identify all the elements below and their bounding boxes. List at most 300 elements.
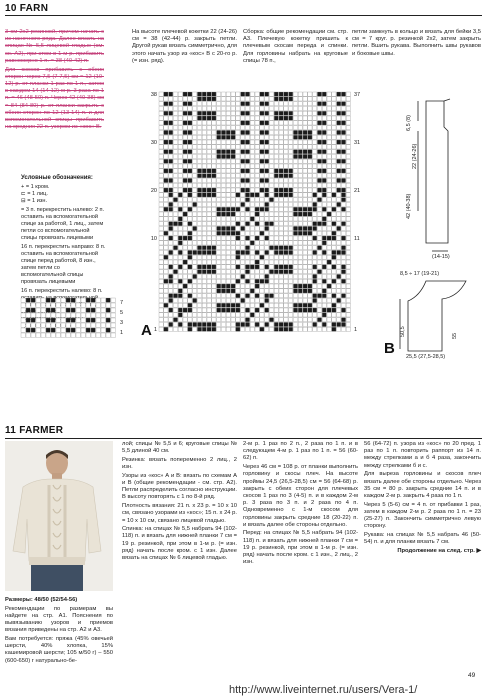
chart-cell [303,318,307,322]
chart-cell [313,150,317,154]
chart-cell [250,140,254,144]
chart-cell [308,274,312,278]
chart-cell [183,260,187,264]
chart-cell [308,298,312,302]
chart-cell [188,121,192,125]
chart-cell [293,102,297,106]
chart-cell [164,135,168,139]
chart-cell [169,265,173,269]
chart-cell [317,164,321,168]
col2-paragraph: На высоте плечевой кокетки 22 (24-26) см = 38 (42-44) р. закрыть петли. Другой рукав вязать симметрично, для этого начать узор из «кос» В с 20-го р. (= изн. ряд). [132,29,237,64]
chart-cell [207,313,211,317]
chart-cell [159,121,163,125]
chart-cell [86,298,90,302]
chart-cell [327,212,331,216]
section2-title: 11 FARMER [5,425,64,436]
chart-cell [260,183,264,187]
chart-cell [231,130,235,134]
chart-cell [226,178,230,182]
chart-cell [317,178,321,182]
chart-cell [86,333,90,337]
chart-cell [231,212,235,216]
chart-cell [61,328,65,332]
chart-cell [293,322,297,326]
chart-cell [159,188,163,192]
chart-cell [255,97,259,101]
chart-cell [298,284,302,288]
chart-cell [197,178,201,182]
chart-cell [217,121,221,125]
chart-cell [241,322,245,326]
chart-cell [322,106,326,110]
chart-cell [317,255,321,259]
chart-cell [255,298,259,302]
chart-cell [303,188,307,192]
chart-cell [159,313,163,317]
chart-cell [265,164,269,168]
chart-cell [173,231,177,235]
chart-cell [173,193,177,197]
chart-cell [260,106,264,110]
chart-cell [279,226,283,230]
chart-cell [217,126,221,130]
chart-cell [322,241,326,245]
chart-cell [337,154,341,158]
chart-cell [303,222,307,226]
chart-cell [313,145,317,149]
chart-cell [255,121,259,125]
chart-cell [332,322,336,326]
chart-cell [159,183,163,187]
chart-cell [269,140,273,144]
chart-cell [308,250,312,254]
chart-cell [265,217,269,221]
chart-cell [241,212,245,216]
chart-cell [221,274,225,278]
chart-cell [178,322,182,326]
chart-cell [260,193,264,197]
chart-cell [274,222,278,226]
chart-cell [341,279,345,283]
chart-cell [245,178,249,182]
chart-cell [96,303,100,307]
chart-cell [173,270,177,274]
chart-cell [313,294,317,298]
chart-cell [289,92,293,96]
chart-cell [337,241,341,245]
chart-cell [337,97,341,101]
chart-cell [41,313,45,317]
chart-cell [231,298,235,302]
chart-cell [173,212,177,216]
chart-cell [178,159,182,163]
chart-cell [265,226,269,230]
chart-cell [193,303,197,307]
chart-cell [337,102,341,106]
chart-cell [221,169,225,173]
chart-cell [279,178,283,182]
chart-cell [250,250,254,254]
chart-cell [298,102,302,106]
chart-cell [289,102,293,106]
chart-cell [260,207,264,211]
chart-cell [327,169,331,173]
chart-cell [169,198,173,202]
chart-cell [183,169,187,173]
chart-cell [245,303,249,307]
col4-paragraph: петли замкнуть в кольцо и вязать для бейки 3,5 см = 7 круг. р. резинкой 2x2, затем закрыть петли. Вшить рукава. Выполнить швы рукавов и боковые швы. [352,29,481,57]
chart-cell [245,327,249,331]
chart-cell [317,121,321,125]
chart-cell [173,222,177,226]
chart-cell [245,135,249,139]
chart-cell [164,169,168,173]
chart-cell [202,174,206,178]
chart-cell [289,159,293,163]
chart-cell [202,318,206,322]
chart-cell [21,308,25,312]
chart-cell [173,294,177,298]
chart-cell [332,318,336,322]
chart-cell [241,255,245,259]
chart-cell [346,246,350,250]
chart-cell [202,274,206,278]
chart-cell [265,145,269,149]
chart-cell [279,164,283,168]
chart-cell [202,183,206,187]
chart-cell [332,279,336,283]
chart-cell [207,198,211,202]
chart-cell [159,250,163,254]
row-label-right: 37 [354,92,361,98]
chart-cell [193,102,197,106]
chart-cell [217,212,221,216]
chart-cell [207,327,211,331]
chart-cell [183,126,187,130]
chart-cell [169,193,173,197]
chart-cell [212,294,216,298]
continue-note[interactable]: Продолжение на след. стр. ▶ [397,547,481,554]
section-title: 10 FARN [5,3,49,14]
chart-cell [164,116,168,120]
chart-cell [193,255,197,259]
chart-cell [269,164,273,168]
chart-cell [250,298,254,302]
chart-cell [217,327,221,331]
col4-paragraph: Через 5 (5-6) см = 4 п. от прибавки 1 раз, затем в каждом 2-м р. 2 раза по 1 п. = 23 (25-27) п. Закончить симметрично левую сторону. [364,501,481,530]
chart-cell [255,198,259,202]
chart-cell [260,174,264,178]
chart-cell [197,255,201,259]
chart-cell [241,274,245,278]
chart-cell [274,322,278,326]
chart-cell [303,231,307,235]
chart-cell [236,126,240,130]
chart-cell [226,322,230,326]
chart-cell [332,154,336,158]
chart-cell [308,145,312,149]
chart-cell [197,250,201,254]
chart-cell [341,289,345,293]
chart-cell [173,322,177,326]
chart-cell [284,294,288,298]
chart-cell [178,303,182,307]
chart-cell [303,92,307,96]
chart-cell [26,313,30,317]
chart-cell [164,178,168,182]
chart-cell [346,298,350,302]
chart-cell [202,150,206,154]
row-label: 7 [120,300,124,306]
chart-cell [56,303,60,307]
col4-paragraph: Рукава: на спицах № 5,5 набрать 46 (50-54) п. и для планки вязать 7 см. [364,531,481,546]
chart-cell [221,318,225,322]
chart-cell [308,150,312,154]
chart-cell [337,284,341,288]
chart-cell [284,303,288,307]
chart-cell [226,183,230,187]
chart-cell [341,308,345,312]
chart-cell [236,92,240,96]
chart-cell [250,303,254,307]
chart-cell [269,265,273,269]
chart-cell [193,121,197,125]
chart-cell [322,313,326,317]
chart-cell [212,159,216,163]
chart-cell [255,284,259,288]
chart-cell [207,279,211,283]
chart-cell [337,327,341,331]
chart-cell [197,241,201,245]
chart-cell [274,202,278,206]
chart-cell [202,212,206,216]
chart-cell [284,198,288,202]
chart-cell [341,169,345,173]
chart-cell [236,97,240,101]
chart-cell [183,130,187,134]
chart-cell [317,289,321,293]
chart-cell [217,154,221,158]
chart-cell [308,130,312,134]
chart-cell [269,260,273,264]
chart-cell [41,323,45,327]
chart-cell [197,265,201,269]
chart-cell [269,298,273,302]
chart-cell [236,241,240,245]
chart-cell [178,188,182,192]
chart-cell [178,265,182,269]
chart-cell [308,318,312,322]
chart-cell [255,289,259,293]
chart-cell [269,169,273,173]
chart-cell [332,193,336,197]
chart-cell [293,126,297,130]
chart-cell [274,106,278,110]
svg-text:42 (40-38): 42 (40-38) [406,193,412,219]
chart-cell [346,183,350,187]
chart-cell [284,193,288,197]
chart-cell [183,279,187,283]
chart-cell [71,298,75,302]
chart-cell [169,322,173,326]
chart-cell [303,226,307,230]
chart-cell [265,250,269,254]
chart-cell [221,140,225,144]
chart-cell [308,183,312,187]
chart-cell [322,289,326,293]
chart-cell [91,328,95,332]
chart-cell [111,303,115,307]
chart-cell [327,198,331,202]
chart-cell [236,202,240,206]
chart-cell [236,250,240,254]
chart-cell [337,274,341,278]
chart-cell [207,231,211,235]
chart-cell [217,294,221,298]
chart-cell [241,279,245,283]
chart-cell [164,298,168,302]
chart-cell [212,246,216,250]
chart-cell [173,97,177,101]
chart-cell [303,303,307,307]
chart-cell [207,303,211,307]
chart-cell [197,116,201,120]
chart-cell [245,145,249,149]
chart-cell [322,111,326,115]
chart-cell [317,102,321,106]
chart-cell [260,274,264,278]
chart-cell [293,178,297,182]
chart-cell [346,207,350,211]
chart-cell [327,241,331,245]
chart-cell [327,289,331,293]
chart-cell [173,327,177,331]
chart-cell [260,145,264,149]
chart-cell [231,313,235,317]
chart-cell [245,106,249,110]
chart-cell [322,121,326,125]
chart-cell [212,318,216,322]
chart-cell [221,294,225,298]
chart-cell [236,270,240,274]
chart-cell [265,322,269,326]
chart-cell [260,236,264,240]
chart-cell [332,231,336,235]
chart-cell [202,226,206,230]
chart-cell [188,241,192,245]
chart-cell [265,135,269,139]
chart-cell [313,298,317,302]
chart-cell [289,303,293,307]
chart-cell [327,154,331,158]
chart-cell [332,270,336,274]
chart-cell [313,130,317,134]
chart-cell [346,174,350,178]
chart-cell [250,318,254,322]
chart-cell [231,92,235,96]
chart-cell [188,318,192,322]
chart-cell [86,318,90,322]
chart-cell [159,231,163,235]
chart-cell [202,270,206,274]
chart-cell [96,318,100,322]
chart-cell [106,323,110,327]
chart-cell [101,328,105,332]
chart-cell [265,255,269,259]
chart-cell [41,333,45,337]
chart-label-a: А [141,322,152,339]
chart-cell [298,188,302,192]
chart-cell [293,318,297,322]
chart-cell [284,231,288,235]
chart-cell [327,111,331,115]
chart-cell [217,188,221,192]
chart-cell [51,318,55,322]
chart-cell [245,159,249,163]
chart-cell [255,145,259,149]
chart-cell [341,97,345,101]
chart-cell [197,308,201,312]
chart-cell [241,150,245,154]
chart-cell [298,217,302,221]
chart-cell [255,212,259,216]
chart-cell [111,298,115,302]
chart-cell [289,135,293,139]
chart-cell [289,279,293,283]
chart-cell [221,106,225,110]
chart-cell [236,255,240,259]
chart-cell [317,193,321,197]
chart-cell [322,250,326,254]
chart-cell [298,106,302,110]
chart-cell [274,174,278,178]
chart-cell [241,303,245,307]
chart-cell [178,212,182,216]
chart-cell [337,135,341,139]
source-url[interactable]: http://www.liveinternet.ru/users/Vera-1/ [229,684,418,696]
chart-cell [346,308,350,312]
chart-cell [207,150,211,154]
chart-cell [159,322,163,326]
chart-cell [341,106,345,110]
chart-cell [332,289,336,293]
chart-cell [313,322,317,326]
section-divider [5,15,482,16]
chart-cell [346,154,350,158]
chart-cell [269,97,273,101]
chart-cell [279,193,283,197]
chart-cell [255,231,259,235]
chart-cell [308,164,312,168]
chart-cell [226,265,230,269]
chart-cell [284,159,288,163]
chart-cell [226,294,230,298]
chart-cell [241,154,245,158]
chart-cell [217,111,221,115]
chart-cell [274,318,278,322]
chart-cell [317,226,321,230]
chart-cell [337,322,341,326]
chart-cell [159,279,163,283]
chart-cell [173,255,177,259]
chart-cell [188,327,192,331]
chart-cell [327,294,331,298]
legend-item: + = 1 кром. [21,184,50,190]
chart-cell [164,250,168,254]
chart-cell [169,260,173,264]
chart-cell [241,294,245,298]
chart-cell [106,318,110,322]
